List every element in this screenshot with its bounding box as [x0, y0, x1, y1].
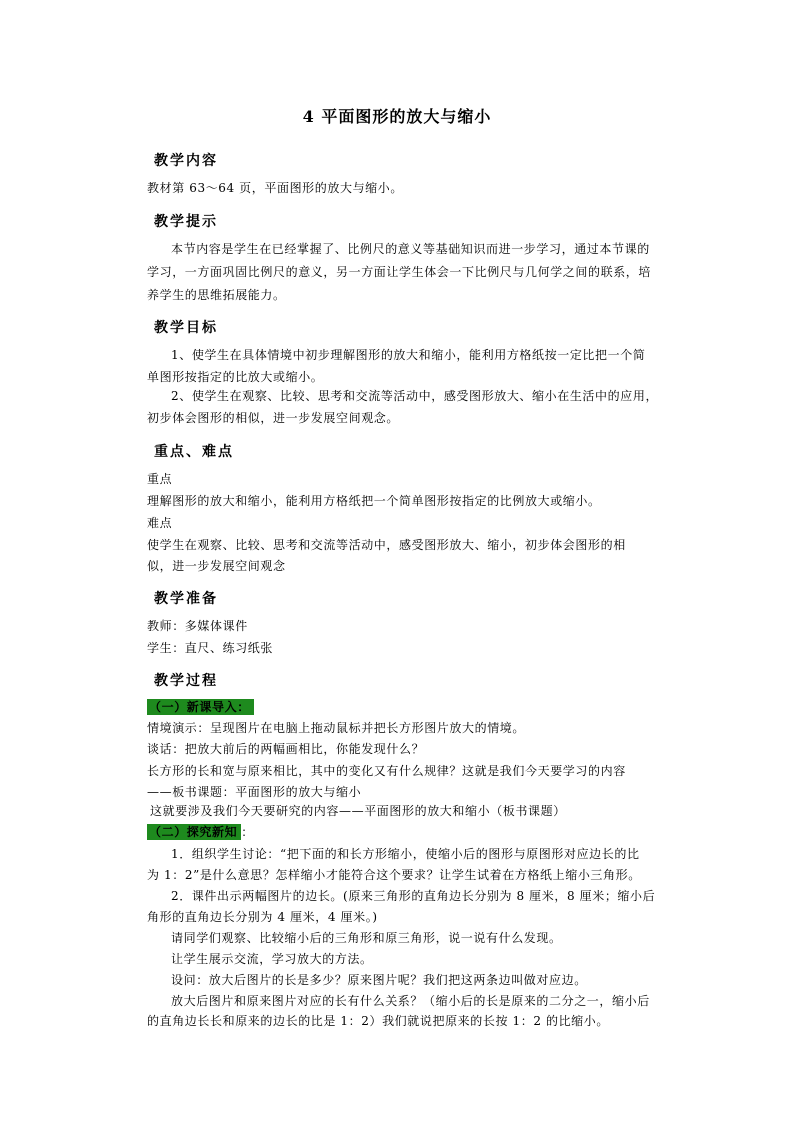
key-label: 重点 [147, 472, 173, 486]
part-2-colon: ： [241, 825, 254, 839]
section-heading-hint: 教学提示 [154, 214, 218, 230]
part-2-line-7: 设问：放大后图片的长是多少？原来图片呢？我们把这两条边叫做对应边。 [171, 973, 587, 987]
difficulty-line-1: 使学生在观察、比较、思考和交流等活动中，感受图形放大、缩小，初步体会图形的相 [147, 538, 626, 552]
part-2-line-9: 的直角边长长和原来的边长的比是 1：2）我们就说把原来的长按 1：2 的比缩小。 [147, 1014, 609, 1028]
part-2-line-2: 为 1：2”是什么意思？怎样缩小才能符合这个要求？让学生试着在方格纸上缩小三角形。 [147, 868, 641, 882]
section-heading-prep: 教学准备 [154, 591, 218, 607]
key-text: 理解图形的放大和缩小，能利用方格纸把一个简单图形按指定的比例放大或缩小。 [147, 494, 601, 508]
part-1-line-1: 情境演示：呈现图片在电脑上拖动鼠标并把长方形图片放大的情境。 [147, 721, 526, 735]
section-heading-keypoints: 重点、难点 [154, 444, 234, 460]
part-2-tag: （二）探究新知 [147, 824, 241, 840]
section-heading-content: 教学内容 [154, 153, 218, 169]
part-1-heading [147, 699, 254, 715]
hint-line-3: 养学生的思维拓展能力。 [147, 288, 286, 302]
prep-student: 学生：直尺、练习纸张 [147, 641, 274, 655]
part-2-heading [147, 824, 254, 840]
goal-2-line-1: 2、使学生在观察、比较、思考和交流等活动中，感受图形放大、缩小在生活中的应用， [171, 389, 659, 403]
part-1-line-4: ——板书课题：平面图形的放大与缩小 [147, 785, 362, 799]
goal-1-line-1: 1、使学生在具体情境中初步理解图形的放大和缩小，能利用方格纸按一定比把一个简 [171, 348, 646, 362]
section-heading-goals: 教学目标 [154, 320, 218, 336]
part-2-line-5: 请同学们观察、比较缩小后的三角形和原三角形，说一说有什么发现。 [171, 931, 562, 945]
part-2-line-3: 2．课件出示两幅图片的边长。(原来三角形的直角边长分别为 8 厘米，8 厘米；缩小后 [171, 889, 656, 903]
goal-1-line-2: 单图形按指定的比放大或缩小。 [147, 370, 324, 384]
difficulty-label: 难点 [147, 516, 173, 530]
part-2-line-8: 放大后图片和原来图片对应的长有什么关系？（缩小后的长是原来的二分之一，缩小后 [171, 994, 650, 1008]
part-1-tag: （一）新课导入： [147, 699, 254, 715]
part-2-line-4: 角形的直角边长分别为 4 厘米，4 厘米。) [147, 910, 378, 924]
part-2-line-1: 1．组织学生讨论：“把下面的和长方形缩小，使缩小后的图形与原图形对应边长的比 [171, 847, 640, 861]
section-heading-process: 教学过程 [154, 673, 218, 689]
page-title: 4 平面图形的放大与缩小 [302, 107, 492, 126]
difficulty-line-2: 似，进一步发展空间观念 [147, 559, 286, 573]
goal-2-line-2: 初步体会图形的相似，进一步发展空间观念。 [147, 411, 400, 425]
part-1-line-2: 谈话：把放大前后的两幅画相比，你能发现什么？ [147, 742, 425, 756]
hint-line-2: 学习，一方面巩固比例尺的意义，另一方面让学生体会一下比例尺与几何学之间的联系，培 [147, 265, 652, 279]
content-text: 教材第 63～64 页，平面图形的放大与缩小。 [147, 181, 403, 195]
hint-line-1: 本节内容是学生在已经掌握了、比例尺的意义等基础知识而进一步学习，通过本节课的 [171, 242, 650, 256]
part-1-line-3: 长方形的长和宽与原来相比，其中的变化又有什么规律？这就是我们今天要学习的内容 [147, 764, 626, 778]
prep-teacher: 教师：多媒体课件 [147, 619, 248, 633]
part-2-line-6: 让学生展示交流，学习放大的方法。 [171, 952, 373, 966]
part-1-line-5: 这就要涉及我们今天要研究的内容——平面图形的放大和缩小（板书课题） [150, 804, 566, 818]
